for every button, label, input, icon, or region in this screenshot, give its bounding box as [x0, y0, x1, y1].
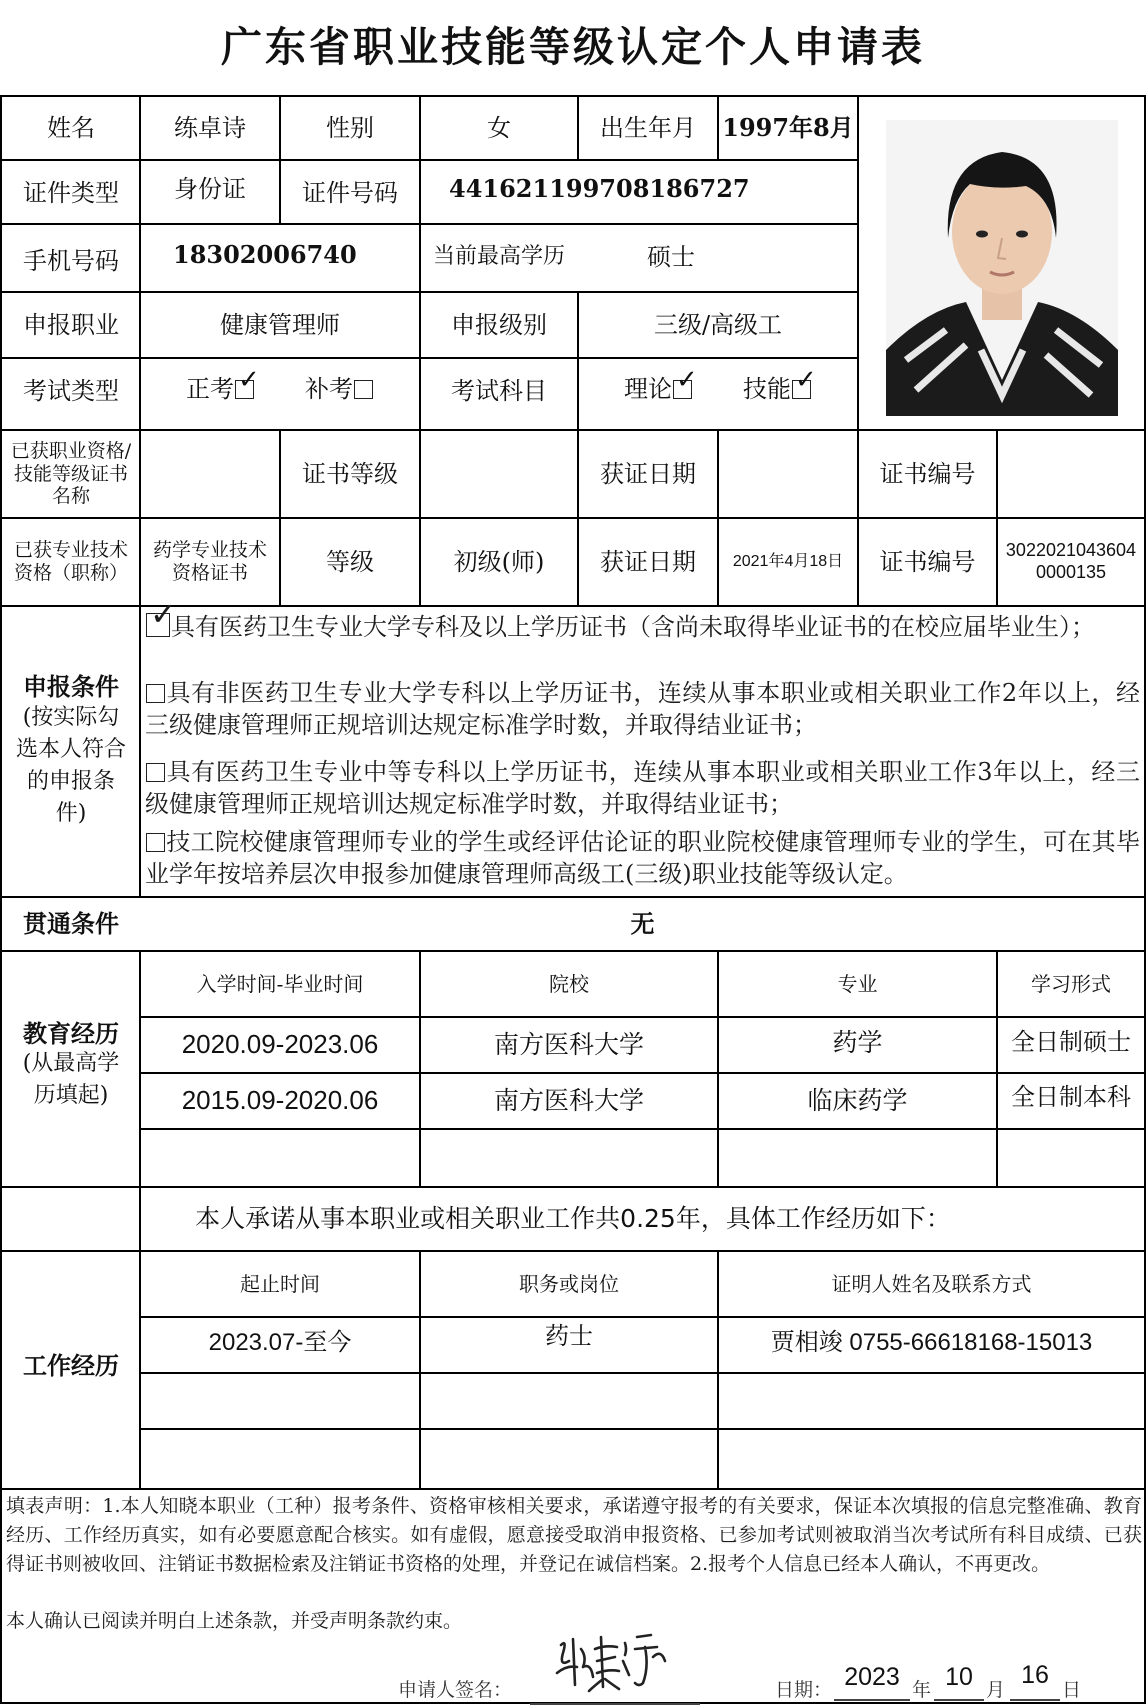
cert-level-label: 证书等级 — [302, 459, 398, 488]
id-number-value[interactable]: 441621199708186727 — [449, 173, 750, 203]
edu-row-1-major[interactable]: 药学 — [832, 1029, 883, 1057]
condition-2-text: 具有非医药卫生专业大学专科以上学历证书，连续从事本职业或相关职业工作2年以上，经三级健康管理师正规培训达规定标准学时数，并取得结业证书； — [145, 679, 1140, 739]
edu-row-1-period[interactable]: 2020.09-2023.06 — [181, 1029, 379, 1060]
conditions-label: 申报条件 — [23, 673, 119, 702]
title-level-value[interactable]: 初级(师) — [453, 547, 545, 576]
work-row-1-reference[interactable]: 贾相竣 0755-66618168-15013 — [770, 1328, 1093, 1356]
title-date-value[interactable]: 2021年4月18日 — [732, 553, 844, 571]
title-number-label: 证书编号 — [879, 547, 976, 576]
work-commitment: 本人承诺从事本职业或相关职业工作共0.25年，具体工作经历如下： — [195, 1204, 951, 1233]
name-label: 姓名 — [47, 113, 95, 142]
exam-type-label: 考试类型 — [23, 376, 119, 405]
condition-4-checkbox[interactable] — [146, 833, 165, 852]
edu-header-school: 院校 — [549, 972, 589, 996]
conditions-note: (按实际勾选本人符合的申报条件) — [15, 704, 126, 826]
date-year[interactable]: 2023 — [844, 1663, 900, 1691]
gender-value[interactable]: 女 — [487, 113, 511, 142]
edu-row-2-mode[interactable]: 全日制本科 — [1011, 1083, 1131, 1111]
cert-date-label: 获证日期 — [600, 459, 696, 488]
subject-theory[interactable] — [624, 375, 693, 404]
day-underline — [1010, 1699, 1060, 1701]
form-title: 广东省职业技能等级认定个人申请表 — [221, 23, 925, 71]
conditions-label-cell — [2, 607, 140, 896]
condition-3-checkbox[interactable] — [146, 763, 165, 782]
signature-underline — [530, 1703, 700, 1705]
year-underline — [834, 1699, 910, 1701]
edu-row-2-major[interactable]: 临床药学 — [807, 1087, 908, 1115]
theory-checkbox[interactable] — [673, 380, 692, 399]
condition-item-4[interactable] — [145, 826, 1140, 890]
id-type-label: 证件类型 — [23, 178, 119, 207]
level-label: 申报级别 — [451, 310, 547, 339]
cert-level-value[interactable] — [421, 431, 577, 517]
id-number-label: 证件号码 — [302, 178, 398, 207]
edu-header-mode: 学习形式 — [1031, 972, 1111, 996]
declaration-text: 填表声明：1.本人知晓本职业（工种）报考条件、资格审核相关要求，承诺遵守报考的有关要求，保证本次填报的信息完整准确、教育经历、工作经历真实，如有必要愿意配合核实。如有虚假，愿意接受取消申报资格、已参加考试则被取消当次考试所有科目成绩、已获得证书则被收回、注销证书数据检索及注销证书资格的处理，并登记在诚信档案。2.报考个人信息已经本人确认，不再更改。 — [6, 1495, 1142, 1575]
subject-skill[interactable] — [743, 375, 812, 404]
level-value[interactable]: 三级/高级工 — [653, 310, 783, 339]
edu-row-1-school[interactable]: 南方医科大学 — [493, 1031, 644, 1059]
education-level-value[interactable]: 硕士 — [647, 242, 695, 271]
day-unit: 日 — [1062, 1679, 1082, 1701]
gender-label: 性别 — [326, 113, 374, 142]
grid-hline-17 — [141, 1428, 1146, 1430]
name-value[interactable]: 练卓诗 — [174, 113, 246, 142]
title-date-label: 获证日期 — [600, 547, 696, 576]
condition-2-checkbox[interactable] — [146, 684, 165, 703]
applicant-photo — [886, 120, 1118, 416]
cert-date-value[interactable] — [719, 431, 857, 517]
edu-row-2-period[interactable]: 2015.09-2020.06 — [181, 1085, 379, 1116]
through-value[interactable]: 无 — [630, 909, 655, 938]
occupation-value[interactable]: 健康管理师 — [220, 310, 340, 339]
vocational-cert-label: 已获职业资格/技能等级证书名称 — [10, 439, 132, 508]
regular-exam-checkbox[interactable] — [235, 380, 254, 399]
work-label: 工作经历 — [23, 1351, 119, 1380]
education-label: 教育经历 — [23, 1019, 119, 1048]
makeup-exam-checkbox[interactable] — [354, 380, 373, 399]
through-label: 贯通条件 — [23, 909, 119, 938]
subject-options — [579, 357, 857, 421]
year-unit: 年 — [912, 1679, 932, 1701]
condition-item-3[interactable] — [145, 756, 1140, 820]
month-underline — [934, 1699, 984, 1701]
month-unit: 月 — [986, 1679, 1006, 1701]
date-label: 日期： — [775, 1679, 833, 1701]
phone-value[interactable]: 18302006740 — [173, 239, 357, 269]
date-day[interactable]: 16 — [1021, 1661, 1049, 1689]
work-header-reference: 证明人姓名及联系方式 — [831, 1272, 1032, 1296]
condition-1-text: 具有医药卫生专业大学专科及以上学历证书（含尚未取得毕业证书的在校应届毕业生）； — [171, 613, 1095, 641]
grid-hline-16 — [141, 1372, 1146, 1374]
edu-row-2-school[interactable]: 南方医科大学 — [493, 1087, 644, 1115]
education-note: (从最高学历填起) — [22, 1051, 120, 1109]
education-level-label: 当前最高学历 — [432, 243, 565, 269]
exam-type-regular[interactable] — [186, 375, 255, 404]
signature-label: 申请人签名： — [398, 1679, 513, 1701]
condition-1-checkbox[interactable] — [146, 613, 170, 637]
subject-theory-label: 理论 — [624, 374, 672, 403]
work-row-1-period[interactable]: 2023.07-至今 — [208, 1328, 352, 1356]
exam-type-options — [141, 357, 419, 421]
edu-header-period: 入学时间-毕业时间 — [196, 972, 364, 996]
declaration-confirm: 本人确认已阅读并明白上述条款，并受声明条款约束。 — [6, 1610, 463, 1632]
handwritten-signature[interactable] — [553, 1627, 673, 1697]
grid-hline-18 — [0, 1488, 1146, 1490]
cert-number-label: 证书编号 — [879, 459, 976, 488]
phone-label: 手机号码 — [23, 246, 119, 275]
exam-type-makeup[interactable] — [305, 375, 374, 404]
birth-label: 出生年月 — [600, 113, 696, 142]
work-header-position: 职务或岗位 — [519, 1272, 619, 1296]
birth-value[interactable]: 1997年8月 — [722, 112, 854, 142]
vocational-cert-value[interactable] — [141, 431, 279, 517]
title-cert-value[interactable]: 药学专业技术资格证书 — [152, 539, 267, 584]
skill-checkbox[interactable] — [792, 380, 811, 399]
exam-type-regular-label: 正考 — [186, 374, 234, 403]
education-label-cell — [2, 952, 140, 1180]
condition-4-text: 技工院校健康管理师专业的学生或经评估论证的职业院校健康管理师专业的学生，可在其毕业学年按培养层次申报参加健康管理师高级工(三级)职业技能等级认定。 — [145, 828, 1140, 888]
work-header-period: 起止时间 — [240, 1272, 320, 1296]
title-level-label: 等级 — [326, 547, 374, 576]
exam-type-makeup-label: 补考 — [305, 374, 353, 403]
occupation-label: 申报职业 — [23, 310, 119, 339]
condition-item-2[interactable] — [145, 677, 1140, 741]
condition-3-text: 具有医药卫生专业中等专科以上学历证书，连续从事本职业或相关职业工作3年以上，经三级健康管理师正规培训达规定标准学时数，并取得结业证书； — [145, 758, 1140, 818]
subject-label: 考试科目 — [451, 376, 547, 405]
edu-row-1-mode[interactable]: 全日制硕士 — [1011, 1028, 1131, 1056]
subject-skill-label: 技能 — [743, 374, 791, 403]
work-row-1-position[interactable]: 药士 — [545, 1322, 593, 1350]
edu-header-major: 专业 — [837, 972, 878, 996]
portrait-icon — [886, 120, 1118, 416]
cert-number-value[interactable] — [998, 431, 1144, 517]
id-type-value[interactable]: 身份证 — [174, 174, 246, 203]
title-cert-label: 已获专业技术资格（职称） — [13, 539, 128, 584]
application-form — [0, 95, 1146, 1704]
condition-item-1[interactable] — [145, 611, 1140, 643]
title-number-value[interactable]: 30220210436040000135 — [1005, 540, 1137, 582]
date-month[interactable]: 10 — [945, 1663, 973, 1691]
